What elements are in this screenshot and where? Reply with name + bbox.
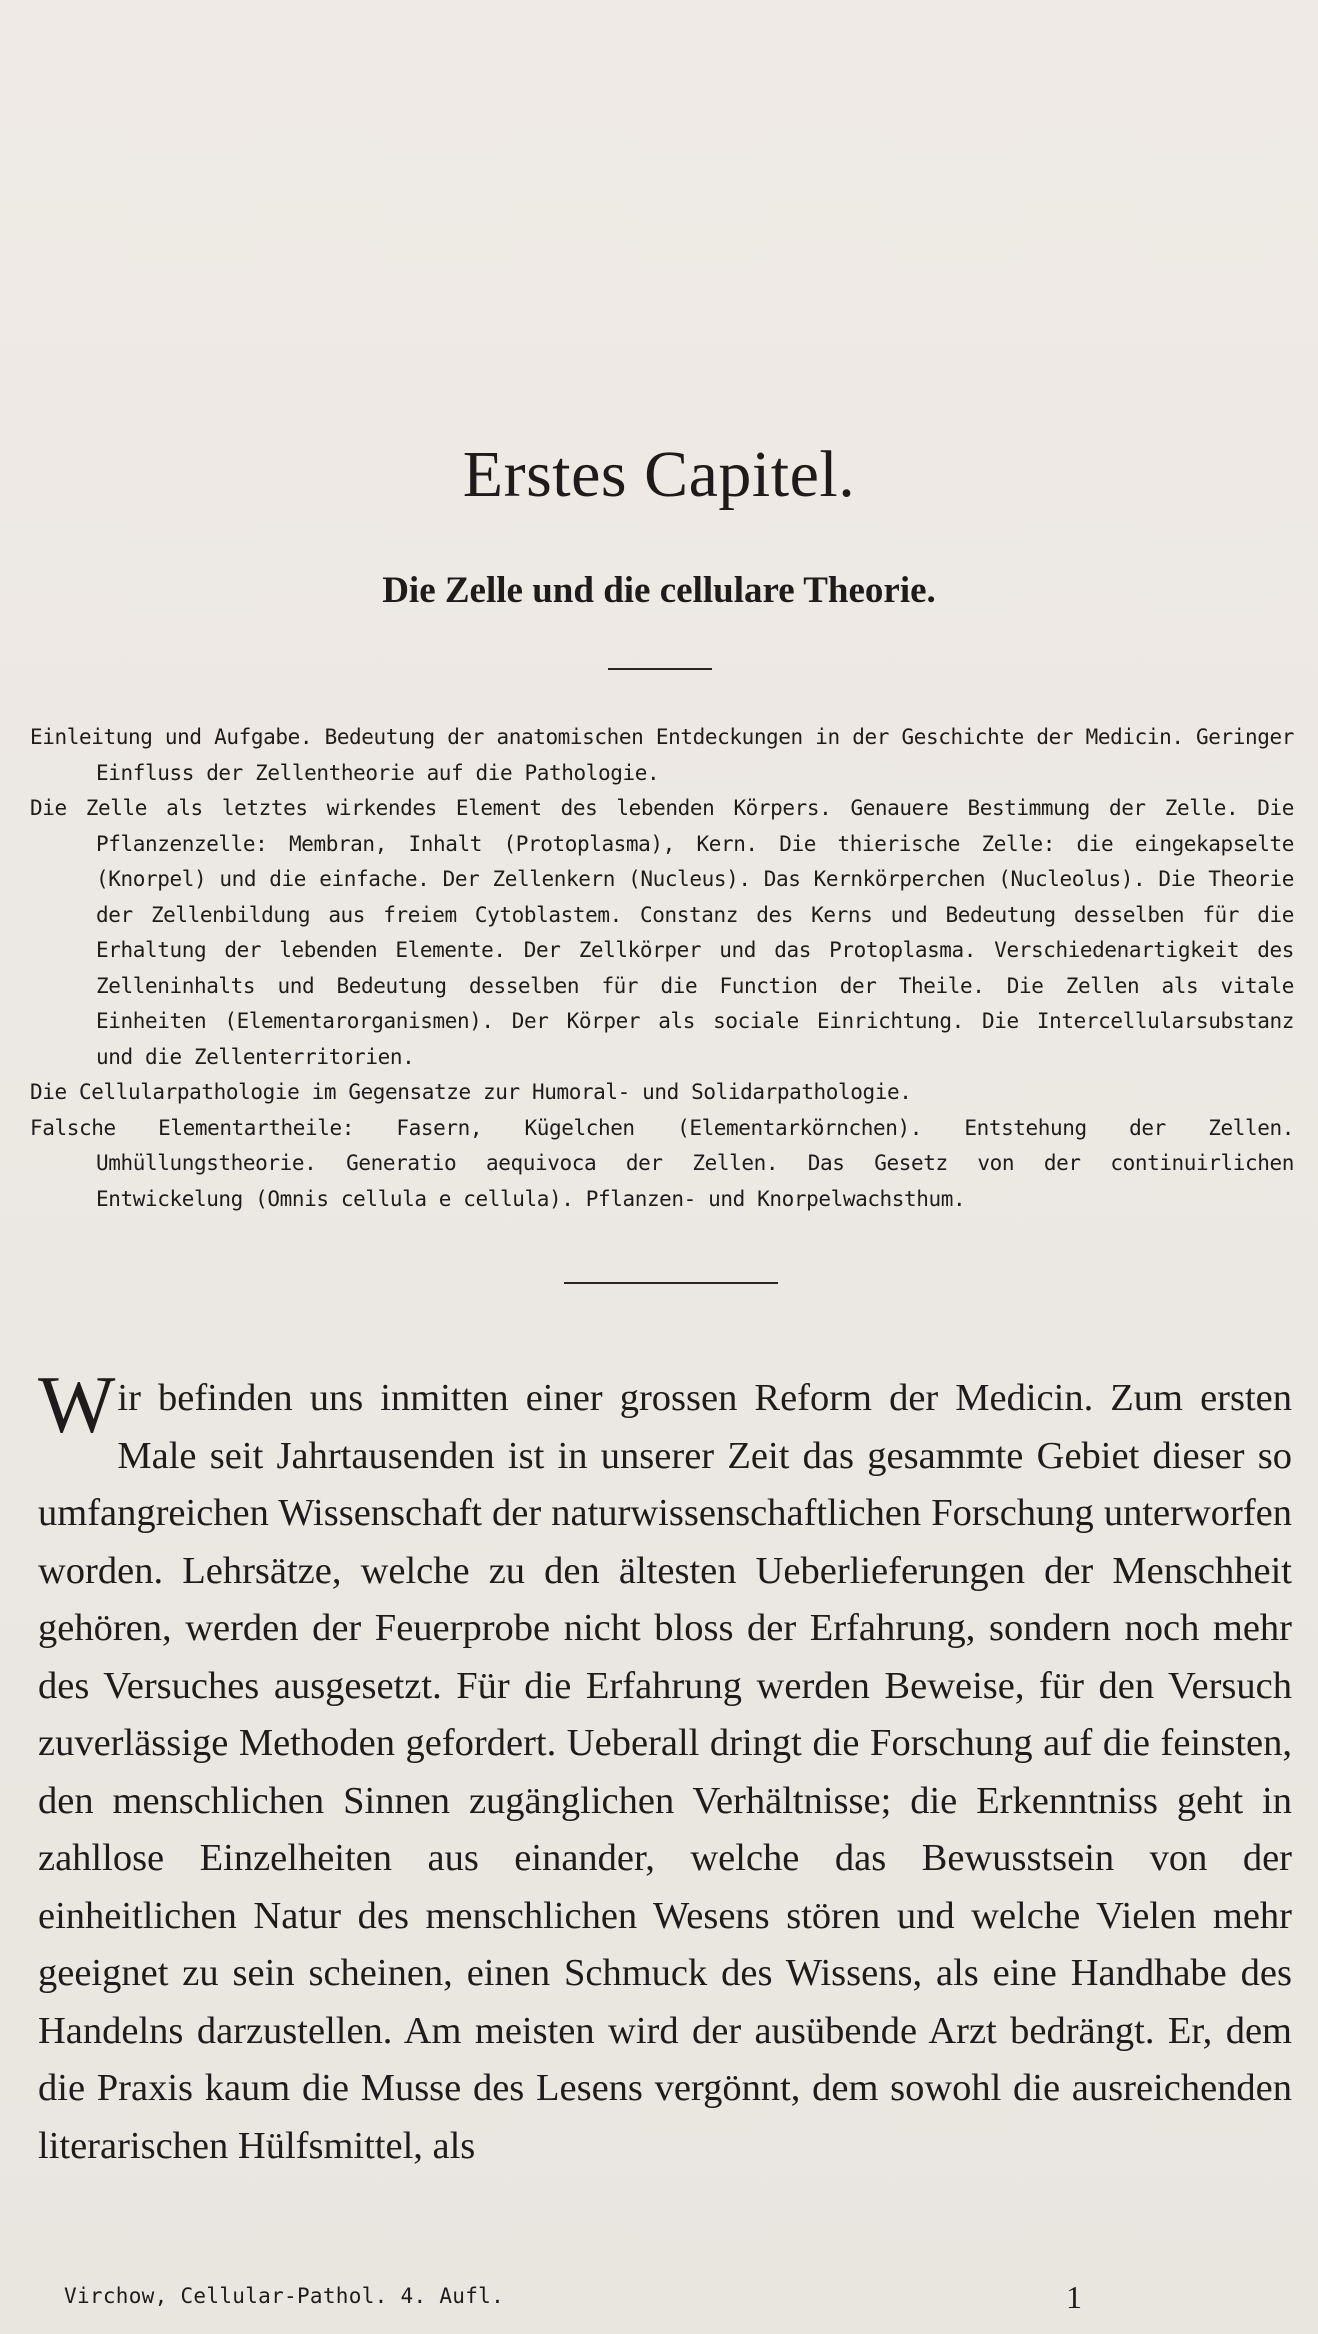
body-paragraph bbox=[38, 1359, 1292, 2175]
synopsis-paragraph: Die Zelle als letztes wirkendes Element des lebenden Körpers. Genauere Bestimmung der Zelle. Die Pflanzenzelle: Membran, Inhalt (Protoplasma), Kern. Die thierische Zelle: die eingekapselte (Knorpel) und die einfache. Der Zellenkern (Nucleus). Das Kernkörperchen (Nucleolus). Die Theorie der Zellenbildung aus freiem Cytoblastem. Constanz des Kerns und Bedeutung desselben für die Erhaltung der lebenden Elemente. Der Zellkörper und das Protoplasma. Verschiedenartigkeit des Zelleninhalts und Bedeutung desselben für die Function der Theile. Die Zellen als vitale Einheiten (Elementarorganismen). Der Körper als sociale Einrichtung. Die Intercellularsubstanz und die Zellenterritorien. bbox=[30, 796, 1294, 1069]
chapter-synopsis bbox=[30, 720, 1294, 1217]
drop-initial: W bbox=[38, 1359, 116, 1450]
chapter-subtitle: Die Zelle und die cellulare Theorie. bbox=[382, 570, 936, 611]
page-number: 1 bbox=[1066, 2279, 1082, 2315]
body-text: ir befinden uns inmitten einer grossen Reform der Medicin. Zum ersten Male seit Jahrtausenden ist in unserer Zeit das gesammte Gebiet dieser so umfangreichen Wissenschaft der naturwissenschaftlichen Forschung unterworfen worden. Lehrsätze, welche zu den ältesten Ueberlieferungen der Menschheit gehören, werden der Feuerprobe nicht bloss der Erfahrung, sondern noch mehr des Versuches ausgesetzt. Für die Erfahrung werden Beweise, für den Versuch zuverlässige Methoden gefordert. Ueberall dringt die Forschung auf die feinsten, den menschlichen Sinnen zugänglichen Verhältnisse; die Erkenntniss geht in zahllose Einzelheiten aus einander, welche das Bewusstsein von der einheitlichen Natur des menschlichen Wesens stören und welche Vielen mehr geeignet zu sein scheinen, einen Schmuck des Wissens, als eine Handhabe des Handelns darzustellen. Am meisten wird der ausübende Arzt bedrängt. Er, dem die Praxis kaum die Musse des Lesens vergönnt, dem sowohl die ausreichenden literarischen Hülfsmittel, als bbox=[38, 1377, 1292, 2167]
footer-signature: Virchow, Cellular-Pathol. 4. Aufl. bbox=[64, 2284, 505, 2308]
synopsis-paragraph: Einleitung und Aufgabe. Bedeutung der anatomischen Entdeckungen in der Geschichte der Medicin. Geringer Einfluss der Zellentheorie auf die Pathologie. bbox=[30, 725, 1294, 785]
chapter-title: Erstes Capitel. bbox=[462, 438, 856, 511]
synopsis-paragraph: Falsche Elementartheile: Fasern, Kügelchen (Elementarkörnchen). Entstehung der Zellen. Umhüllungstheorie. Generatio aequivoca der Zellen. Das Gesetz von der continuirlichen Entwickelung (Omnis cellula e cellula). Pflanzen- und Knorpelwachsthum. bbox=[30, 1115, 1294, 1211]
divider-rule-top bbox=[608, 668, 712, 670]
divider-rule-bottom bbox=[564, 1282, 778, 1284]
synopsis-paragraph: Die Cellularpathologie im Gegensatze zur Humoral- und Solidarpathologie. bbox=[30, 1080, 912, 1104]
